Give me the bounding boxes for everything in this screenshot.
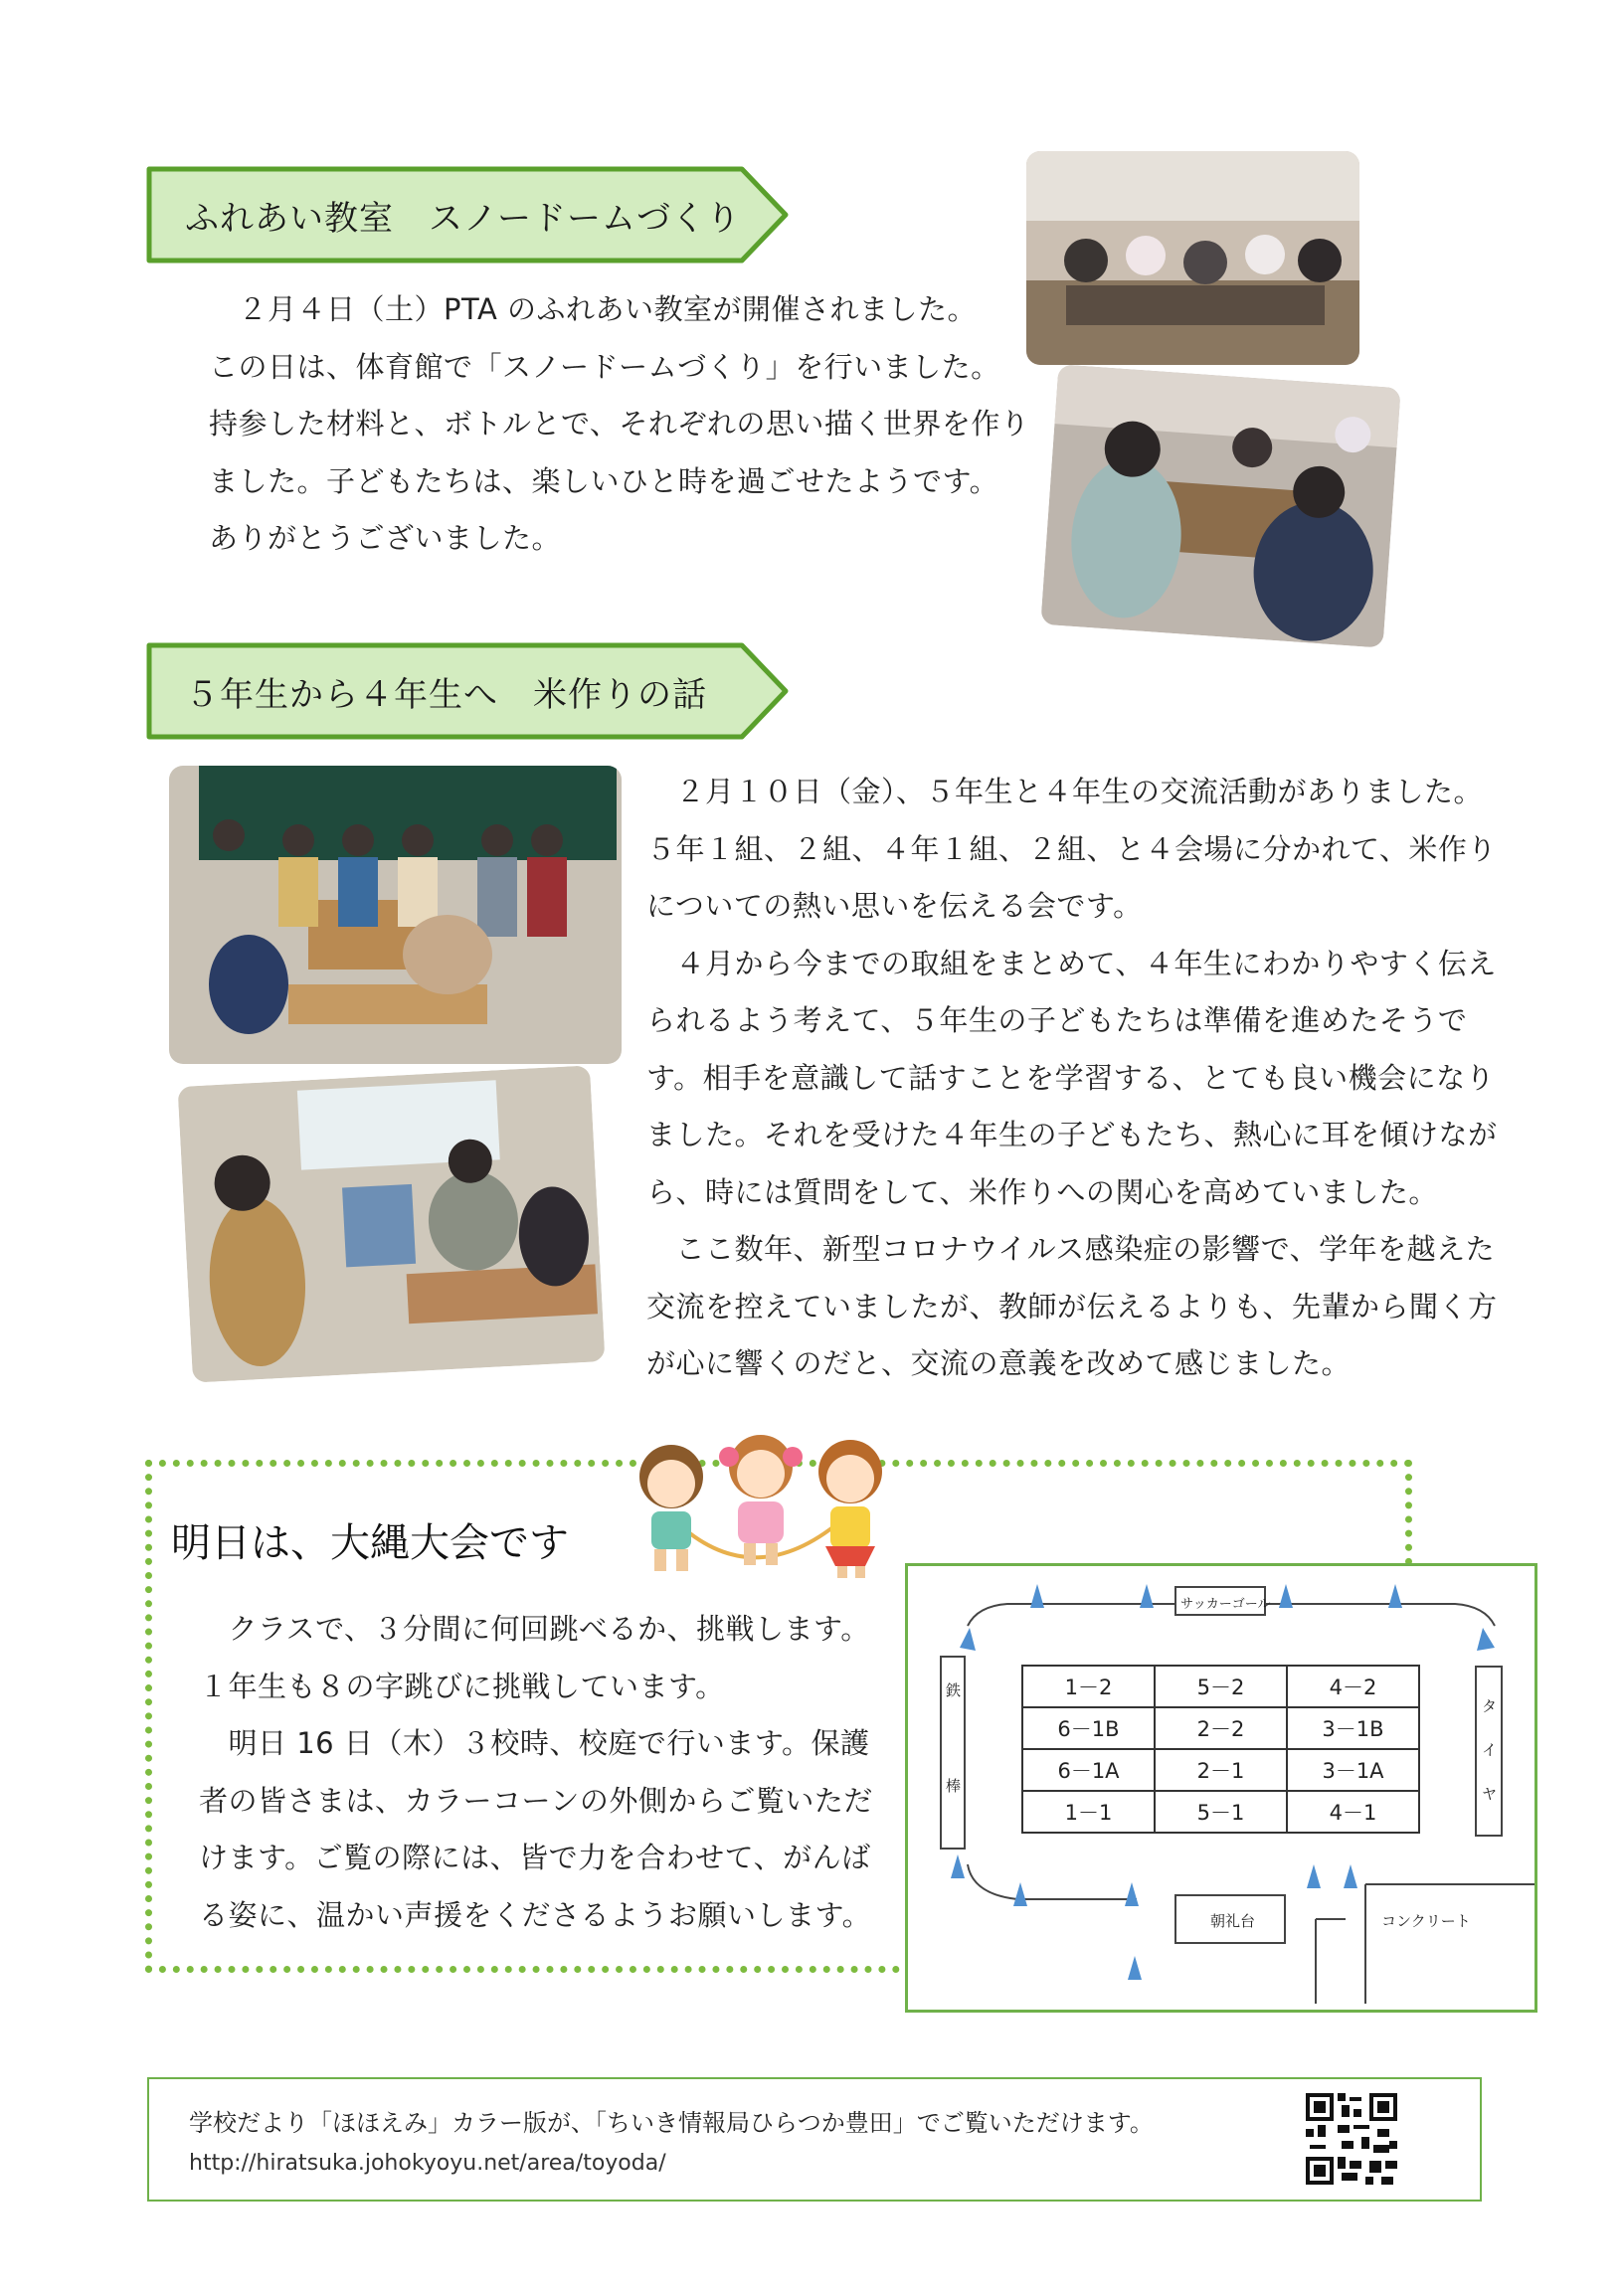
tire-label-1: タ (1482, 1697, 1498, 1715)
text-line: ５年１組、２組、４年１組、２組、と４会場に分かれて、米作り (646, 831, 1497, 866)
tire-box (1475, 1666, 1503, 1837)
kid-middle-icon (719, 1435, 803, 1565)
tetsubo-label-2: 棒 (946, 1777, 962, 1795)
text-line: ２月１０日（金）、５年生と４年生の交流活動がありました。 (646, 775, 1484, 808)
section2-heading: ５年生から４年生へ 米作りの話 (185, 674, 707, 715)
grid-cell: 2－1 (1155, 1749, 1287, 1791)
text-line: ２月４日（土）PTA のふれあい教室が開催されました。 (209, 292, 978, 326)
text-line: が心に響くのだと、交流の意義を改めて感じました。 (646, 1346, 1352, 1380)
grid-cell: 1－1 (1022, 1791, 1155, 1833)
event-title: 明日は、大縄大会です (171, 1520, 569, 1566)
text-line: 持参した材料と、ボトルとで、それぞれの思い描く世界を作り (209, 407, 1030, 441)
classroom-photo-2 (177, 1065, 605, 1382)
footer-notice: 学校だより「ほほえみ」カラー版が、「ちいき情報局ひらつか豊田」でご覧いただけます。 (189, 2109, 1154, 2137)
grid-row (1022, 1666, 1419, 1707)
grid-row (1022, 1707, 1419, 1749)
text-line: ました。それを受けた４年生の子どもたち、熱心に耳を傾けなが (646, 1118, 1498, 1151)
section2-heading-tab (145, 641, 790, 741)
grid-row (1022, 1791, 1419, 1833)
grid-cell: 1－2 (1022, 1666, 1155, 1707)
concrete-label: コンクリート (1381, 1912, 1471, 1930)
tetsubo-label-1: 鉄 (946, 1681, 962, 1699)
text-line: ました。子どもたちは、楽しいひと時を過ごせたようです。 (209, 463, 999, 498)
classroom-photo-1 (169, 766, 622, 1064)
section2-paragraph (646, 764, 1498, 1393)
section3-paragraph (199, 1601, 873, 1944)
text-line: についての熱い思いを伝える会です。 (646, 889, 1143, 923)
kid-left-icon (639, 1445, 703, 1571)
tire-label-2: イ (1482, 1741, 1498, 1759)
chorei-dai-box (1174, 1894, 1286, 1944)
grid-cell: 5－1 (1155, 1791, 1287, 1833)
text-line: 交流を控えていましたが、教師が伝えるよりも、先輩から聞く方 (646, 1289, 1498, 1323)
text-line: る姿に、温かい声援をくださるようお願いします。 (199, 1897, 872, 1932)
text-line: １年生も８の字跳びに挑戦しています。 (199, 1669, 725, 1703)
grid-cell: 4－2 (1287, 1666, 1419, 1707)
text-line: ４月から今までの取組をまとめて、４年生にわかりやすく伝え (646, 946, 1497, 980)
grid-cell: 3－1A (1287, 1749, 1419, 1791)
soccer-goal-box (1174, 1586, 1271, 1616)
grid-cell: 5－2 (1155, 1666, 1287, 1707)
soccer-goal-label: サッカーゴール (1180, 1597, 1271, 1612)
grid-cell: 6－1A (1022, 1749, 1155, 1791)
chorei-dai-label: 朝礼台 (1210, 1912, 1256, 1930)
section1-paragraph (209, 281, 1029, 568)
text-line: ここ数年、新型コロナウイルス感染症の影響で、学年を越えた (646, 1232, 1496, 1266)
grid-cell: 3－1B (1287, 1707, 1419, 1749)
text-line: 者の皆さまは、カラーコーンの外側からご覧いただ (199, 1783, 873, 1818)
tire-label-3: ヤ (1482, 1785, 1498, 1803)
tetsubo-box (940, 1656, 966, 1850)
gym-photo-2 (1040, 364, 1400, 647)
text-line: 明日 16 日（木）３校時、校庭で行います。保護 (199, 1726, 870, 1760)
class-position-grid (1021, 1665, 1420, 1834)
text-line: この日は、体育館で「スノードームづくり」を行いました。 (209, 349, 1000, 384)
footer-url[interactable]: http://hiratsuka.johokyoyu.net/area/toyoda/ (189, 2151, 666, 2176)
text-line: クラスで、３分間に何回跳べるか、挑戦します。 (199, 1612, 870, 1646)
grid-row (1022, 1749, 1419, 1791)
field-map (905, 1563, 1537, 2013)
text-line: けます。ご覧の際には、皆で力を合わせて、がんば (199, 1841, 871, 1874)
grid-cell: 4－1 (1287, 1791, 1419, 1833)
section1-heading-tab (145, 165, 790, 265)
gym-photo-1 (1026, 151, 1359, 365)
jump-rope-kids-illustration (627, 1432, 895, 1581)
grid-cell: 2－2 (1155, 1707, 1287, 1749)
text-line: られるよう考えて、５年生の子どもたちは準備を進めたそうで (646, 1003, 1468, 1037)
text-line: す。相手を意識して話すことを学習する、とても良い機会になり (646, 1060, 1496, 1095)
qr-code-icon[interactable] (1306, 2093, 1397, 2185)
kid-right-icon (818, 1440, 882, 1578)
grid-cell: 6－1B (1022, 1707, 1155, 1749)
text-line: ら、時には質問をして、米作りへの関心を高めていました。 (646, 1174, 1438, 1209)
text-line: ありがとうございました。 (209, 521, 562, 555)
section1-heading: ふれあい教室 スノードームづくり (185, 198, 741, 239)
footer-box (147, 2077, 1482, 2202)
